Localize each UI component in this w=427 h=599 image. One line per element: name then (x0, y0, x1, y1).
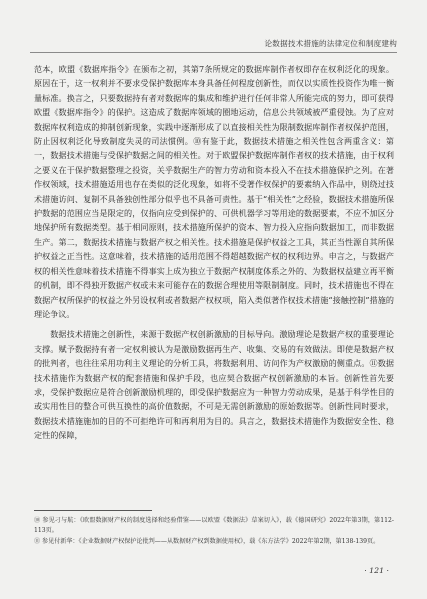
page-number: · 121 · (364, 566, 389, 575)
footnotes (34, 516, 394, 549)
footnote-rule (34, 510, 152, 511)
footnote-10: ⑩ 参见刁与航：《欧盟数据财产权的制度选择和经验借鉴——以欧盟《数据法》草案切入》，载《德国研究》2022年第3期，第112-113页。 (34, 517, 394, 535)
header-rule (30, 52, 397, 53)
paragraph-continued: 范本，欧盟《数据库指令》在颁布之初，其第7条所规定的数据库制作者权即存在权利泛化的现象。原因在于，这一权利并不要求受保护数据库本身具备任何程度创新性，而仅以实质性投资作为唯一衡量标准。换言之，只要数据持有者对数据库的集成和维护进行任何非常人所能完成的努力，即可获得欧盟《数据库指令》的保护。这造成了数据库领域的圈地运动，信息公共领域被严重侵蚀。为了应对数据库权利造成的抑制创新现象，实践中逐渐形成了以直接相关性为限制数据库制作者权保护范围，防止因权利泛化导致制度失灵的司法惯例。⑩有鉴于此，数据技术措施之相关性包含两重含义：第一，数据技术措施与受保护数据之间的相关性。对于欧盟保护数据库制作者权的技术措施，由于权利之要义在于保护数据整理之投资，关乎数据生产的智力劳动和资本投入不在技术措施保护之列。在著作权领域，技术措施适用也存在类似的泛化现象，如将不受著作权保护的要素纳入作品中，则绕过技术措施访问、复制不具备独创性部分似乎也不具备可责性。基于“相关性”之经验，数据技术措施所保护数据的范围应当是限定的，仅指向应受到保护的、可供机器学习等用途的数据要素，不应不加区分地保护所有数据类型。基于相同原则，技术措施所保护的资本、智力投入应指向数据加工，而非数据生产。第二，数据技术措施与数据产权之相关性。技术措施是保护权益之工具，其正当性源自其所保护权益之正当性。这意味着，技术措施的适用范围不得超越数据产权的权利边界。申言之，与数据产权的相关性意味着技术措施不得事实上成为独立于数据产权制度体系之外的、为数据权益建立再平衡的机制，即不得独开数据产权或未来可能存在的数据合理使用等限制制度。同时，技术措施也不得在数据产权所保护的权益之外另设权利或者数据产权权项，陷入类似著作权技术措施“接触控制”措施的理论争议。 (34, 64, 394, 319)
running-header: 论数据技术措施的法律定位和制度建构 (264, 39, 397, 48)
paragraph-innovation: 数据技术措施之创新性，来源于数据产权创新激励的目标导向。激励理论是数据产权的重要理论支撑。赋予数据持有者一定权利被认为是激励数据再生产、收集、交易的有效做法。即使是数据产权的批判者，也往往采用功利主义理论的分析工具，将数据利用、访问作为产权激励的侧重点。⑪数据技术措施作为数据产权的配套措施和保护手段，也应契合数据产权创新激励的本旨。创新性首先要求，受保护数据应是符合创新激励机理的，即受保护数据应为一种智力劳动成果，是基于科学性目的或实用性目的整合可供互换性的高价值数据，不可是无需创新激励的原始数据等。创新性同时要求，数据技术措施施加的目的不可拒绝许可和再利用为目的。具言之，数据技术措施作为数据安全性、稳定性的保障， (34, 329, 394, 441)
footnote-11: ⑪ 参见付新华：《企业数据财产权保护论批判——从数据财产权到数据使用权》，载《东方法学》2022年第2期，第138-139页。 (34, 538, 380, 546)
body-text (34, 62, 394, 443)
